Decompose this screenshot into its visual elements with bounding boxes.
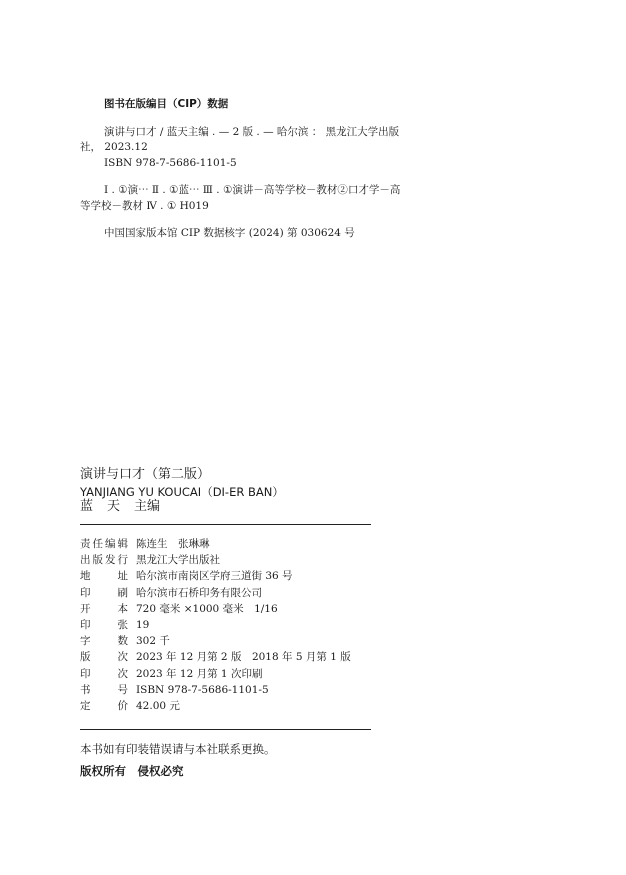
info-label: 字数 [80, 635, 128, 648]
info-value: 2023 年 12 月第 1 次印刷 [136, 667, 263, 680]
info-label: 地址 [80, 570, 128, 583]
info-value: 2023 年 12 月第 2 版 2018 年 5 月第 1 版 [136, 651, 351, 664]
cip-block [80, 97, 410, 242]
info-value: ISBN 978-7-5686-1101-5 [136, 683, 269, 696]
book-author [80, 499, 160, 515]
replacement-notice: 本书如有印装错误请与本社联系更换。 [80, 742, 276, 756]
info-value: 黑龙江大学出版社 [136, 554, 220, 567]
info-row-edition [80, 649, 351, 665]
book-title: 演讲与口才（第二版） [80, 467, 211, 482]
info-label: 印次 [80, 667, 128, 680]
info-row-word-count [80, 633, 351, 649]
info-label: 印张 [80, 618, 128, 631]
info-value: 哈尔滨市南岗区学府三道街 36 号 [136, 570, 293, 583]
divider-bottom [80, 729, 371, 730]
info-label: 出版发行 [80, 554, 128, 567]
info-row-isbn [80, 682, 351, 698]
info-value: 720 毫米 ×1000 毫米 1/16 [136, 602, 278, 615]
info-row-price [80, 698, 351, 714]
author-name-part-2: 天 [107, 499, 121, 514]
publication-info [80, 536, 351, 714]
cip-description-main: 演讲与口才 / 蓝天主编 . — 2 版 . — 哈尔滨 ： 黑龙江大学出版社， 2023.12 [80, 125, 400, 153]
info-row-editor [80, 536, 351, 552]
info-value: 陈连生 张琳琳 [136, 538, 210, 550]
author-role: 主编 [134, 499, 161, 514]
info-label: 定价 [80, 699, 128, 712]
info-value: 302 千 [136, 635, 170, 648]
info-row-printer [80, 585, 351, 601]
info-value: 19 [136, 618, 150, 631]
info-row-printing [80, 666, 351, 682]
info-row-sheets [80, 617, 351, 633]
cip-heading: 图书在版编目（CIP）数据 [104, 98, 229, 110]
info-label: 版次 [80, 651, 128, 664]
info-label: 书号 [80, 683, 128, 696]
info-value: 哈尔滨市石桥印务有限公司 [136, 586, 262, 599]
divider-top [80, 524, 371, 525]
info-value: 42.00 元 [136, 699, 180, 712]
info-row-address [80, 568, 351, 584]
info-label: 责任编辑 [80, 538, 128, 550]
cip-subjects: Ⅰ . ①演⋯ Ⅱ . ①蓝⋯ Ⅲ . ①演讲－高等学校－教材②口才学－高等学校－教材 Ⅳ . ① H019 [80, 184, 401, 212]
book-pinyin-title: YANJIANG YU KOUCAI（DI-ER BAN） [80, 485, 284, 499]
author-name-part-1: 蓝 [80, 499, 94, 514]
cip-isbn: ISBN 978-7-5686-1101-5 [104, 156, 237, 169]
info-label: 开本 [80, 602, 128, 615]
info-label: 印刷 [80, 586, 128, 599]
info-row-format [80, 601, 351, 617]
copyright-notice: 版权所有 侵权必究 [80, 764, 184, 778]
cip-description [80, 125, 410, 172]
cip-record-number: 中国国家版本馆 CIP 数据核字 (2024) 第 030624 号 [104, 227, 355, 239]
info-row-publisher [80, 552, 351, 568]
